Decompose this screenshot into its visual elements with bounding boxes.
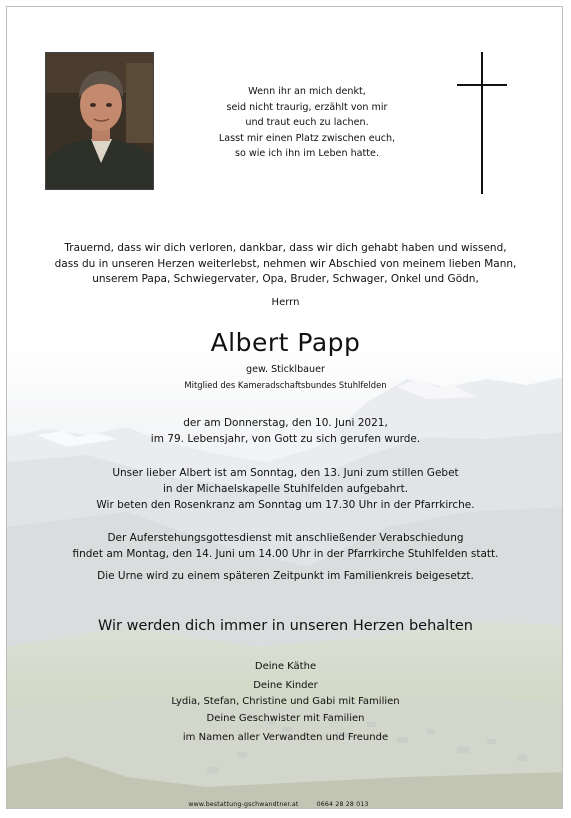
service-notice xyxy=(7,530,563,562)
salutation: Herrn xyxy=(271,297,300,308)
mourners-list xyxy=(7,659,563,746)
wake-notice-line: in der Michaelskapelle Stuhlfelden aufgebahrt. xyxy=(162,483,409,495)
deceased-name: Albert Papp xyxy=(210,328,361,357)
intro-line: unserem Papa, Schwiegervater, Opa, Bruder, Schwager, Onkel und Gödn, xyxy=(92,273,479,285)
service-notice-line: Der Auferstehungsgottesdienst mit anschließender Verabschiedung xyxy=(107,532,464,544)
cross-horizontal-bar xyxy=(457,84,507,86)
urn-notice: Die Urne wird zu einem späteren Zeitpunkt im Familienkreis beigesetzt. xyxy=(97,570,474,582)
funeral-home-footer xyxy=(0,801,557,808)
footer-phone: 0664 28 28 013 xyxy=(316,801,369,808)
birth-name: gew. Sticklbauer xyxy=(246,364,325,375)
memorial-poem xyxy=(187,84,427,162)
poem-line: und traut euch zu lachen. xyxy=(245,117,369,128)
mourner-relatives: im Namen aller Verwandten und Freunde xyxy=(182,731,389,743)
footer-website[interactable]: www.bestattung-gschwandtner.at xyxy=(188,801,299,808)
wake-notice-line: Wir beten den Rosenkranz am Sonntag um 17.30 Uhr in der Pfarrkirche. xyxy=(96,499,475,511)
intro-line: Trauernd, dass wir dich verloren, dankbar, dass wir dich gehabt haben und wissend, xyxy=(64,242,507,254)
poem-line: so wie ich ihn im Leben hatte. xyxy=(234,148,380,159)
death-notice-line: im 79. Lebensjahr, von Gott zu sich gerufen wurde. xyxy=(150,433,421,445)
mourner-siblings: Deine Geschwister mit Familien xyxy=(206,712,365,724)
service-notice-line: findet am Montag, den 14. Juni um 14.00 Uhr in der Pfarrkirche Stuhlfelden statt. xyxy=(72,548,499,560)
cross-vertical-bar xyxy=(481,52,483,194)
memorial-motto: Wir werden dich immer in unseren Herzen behalten xyxy=(98,618,473,634)
mourner-children: Lydia, Stefan, Christine und Gabi mit Familien xyxy=(171,696,400,708)
death-notice-line: der am Donnerstag, den 10. Juni 2021, xyxy=(183,417,388,429)
poem-line: Wenn ihr an mich denkt, xyxy=(248,86,366,97)
membership: Mitglied des Kameradschaftsbundes Stuhlfelden xyxy=(184,380,387,390)
parte-card xyxy=(6,6,563,809)
mourner-wife: Deine Käthe xyxy=(254,661,317,672)
intro-line: dass du in unseren Herzen weiterlebst, nehmen wir Abschied von meinem lieben Mann, xyxy=(54,257,517,270)
intro-text xyxy=(7,241,563,288)
wake-notice xyxy=(7,465,563,513)
poem-line: seid nicht traurig, erzählt von mir xyxy=(226,101,388,113)
portrait-photo xyxy=(45,52,154,190)
mourner-children-title: Deine Kinder xyxy=(253,680,318,692)
wake-notice-line: Unser lieber Albert ist am Sonntag, den 13. Juni zum stillen Gebet xyxy=(112,467,459,479)
death-notice xyxy=(7,415,563,447)
poem-line: Lasst mir einen Platz zwischen euch, xyxy=(218,132,396,144)
